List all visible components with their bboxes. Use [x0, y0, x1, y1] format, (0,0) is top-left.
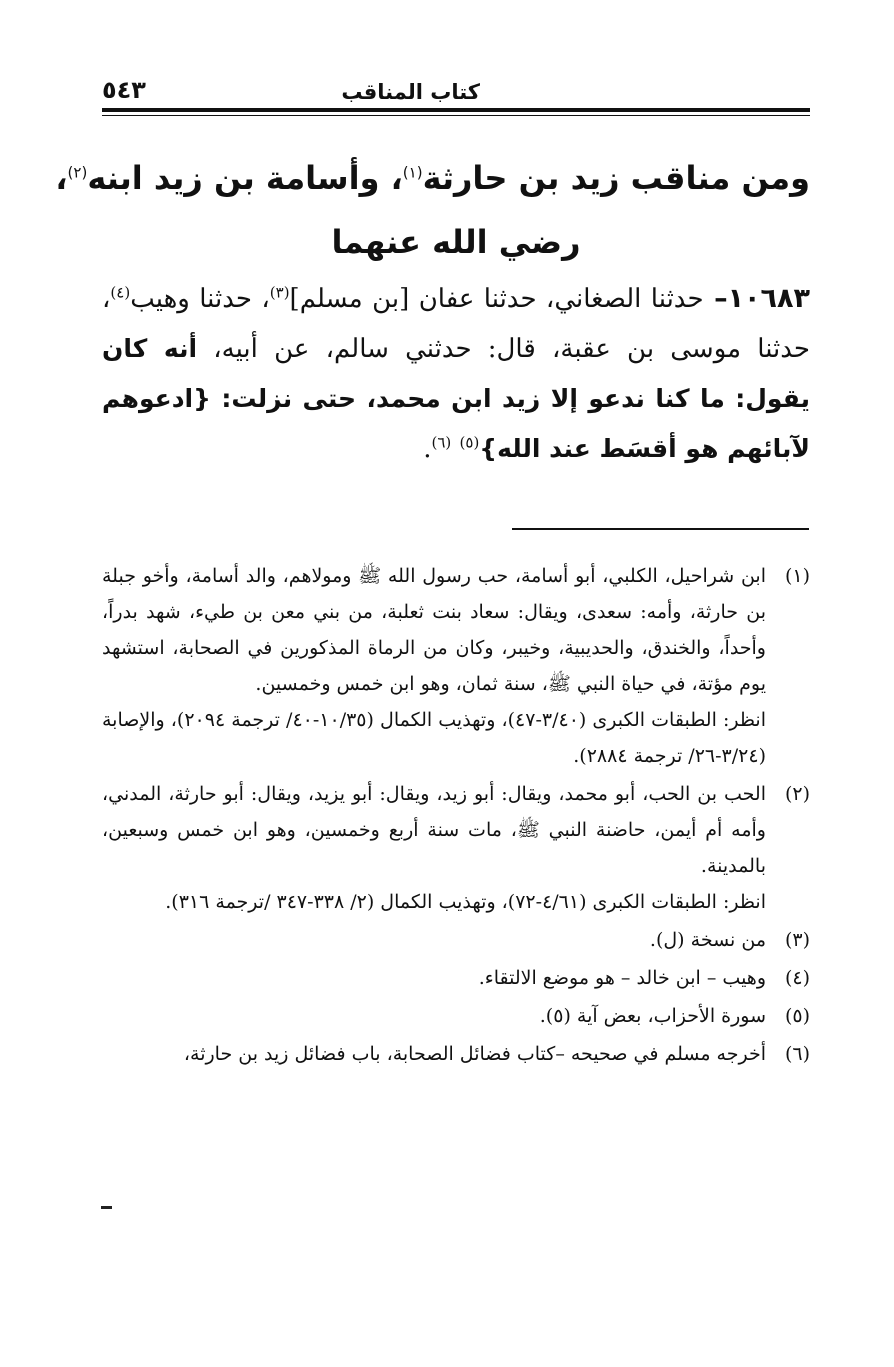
footnote-marker: (٤)	[784, 967, 810, 989]
page-number: ٥٤٣	[102, 76, 146, 104]
footnote-reference: انظر: الطبقات الكبرى (٣/٤٠-٤٧)، وتهذيب الكمال (١٠/٣٥-٤٠/ ترجمة ٢٠٩٤)، والإصابة (٣/٢٤-٢٦/ ترجمة ٢٨٨٤).	[102, 709, 766, 767]
chapter-heading-text-c: ،	[55, 159, 68, 197]
footnote-marker: (٣)	[784, 929, 810, 951]
hadith-number: ١٠٦٨٣	[727, 283, 810, 314]
header-rule-thin	[102, 115, 810, 116]
footnote-text: الحب بن الحب، أبو محمد، ويقال: أبو زيد، ويقال: أبو يزيد، ويقال: أبو حارثة، المدني، وأمه أم أيمن، حاضنة النبي ﷺ، مات سنة أربع وخمسين، وهو ابن خمس وسبعين، بالمدينة.	[102, 783, 766, 877]
footnote-text: من نسخة (ل).	[649, 929, 766, 951]
footnote-separator	[512, 528, 809, 530]
footnote-6	[102, 1036, 810, 1072]
footnote-ref-3: (٣)	[269, 283, 290, 302]
footnote-ref-2: (٢)	[67, 163, 88, 182]
header-title: كتاب المناقب	[341, 80, 480, 104]
footnote-4	[102, 960, 810, 996]
footnote-marker: (٥)	[784, 1005, 810, 1027]
chapter-heading	[55, 146, 810, 274]
hadith-dash: –	[703, 283, 728, 314]
header-rule-thick	[102, 108, 810, 112]
hadith-matn: أنه كان يقول: ما كنا ندعو إلا زيد ابن محمد، حتى نزلت: {ادعوهم لآبائهم هو أقسَط عند الله}	[102, 334, 810, 463]
footnote-marker: (٢)	[784, 783, 810, 805]
footnotes	[102, 558, 810, 1074]
hadith-text	[102, 274, 810, 474]
footnote-ref-5: (٥)	[459, 433, 480, 452]
continuation-mark	[101, 1206, 112, 1209]
footnote-text: أخرجه مسلم في صحيحه –كتاب فضائل الصحابة، باب فضائل زيد بن حارثة،	[183, 1043, 766, 1065]
footnote-text: ابن شراحيل، الكلبي، أبو أسامة، حب رسول الله ﷺ ومولاهم، والد أسامة، وأخو جبلة بن حارثة، وأمه: سعدى، ويقال: سعاد بنت ثعلبة، من بني معن بن طيء، شهد بدراً، وأحداً، والخندق، والحديبية، وخيبر، وكان من الرماة المذكورين في الصحابة، استشهد يوم مؤتة، في حياة النبي ﷺ، سنة ثمان، وهو ابن خمس وخمسين.	[102, 565, 766, 695]
chapter-heading-text-a: ومن مناقب زيد بن حارثة	[422, 159, 810, 197]
footnote-ref-1: (١)	[402, 163, 423, 182]
hadith-end: .	[423, 434, 432, 464]
footnote-reference: انظر: الطبقات الكبرى (٤/٦١-٧٢)، وتهذيب الكمال (٢/ ٣٣٨-٣٤٧ /ترجمة ٣١٦).	[165, 891, 766, 913]
running-header	[102, 72, 810, 112]
footnote-ref-4: (٤)	[110, 283, 131, 302]
footnote-marker: (٦)	[784, 1043, 810, 1065]
hadith-chain-a: حدثنا الصغاني، حدثنا عفان [بن مسلم]	[289, 284, 704, 314]
footnote-ref-6: (٦)	[431, 433, 452, 452]
hadith-chain-c: ، حدثنا موسى بن عقبة، قال: حدثني سالم، عن أبيه،	[102, 284, 810, 364]
footnote-3	[102, 922, 810, 958]
hadith-chain-b: ، حدثنا وهيب	[130, 284, 270, 314]
footnote-text: سورة الأحزاب، بعض آية (٥).	[539, 1005, 766, 1027]
footnote-text: وهيب – ابن خالد – هو موضع الالتقاء.	[478, 967, 766, 989]
footnote-5	[102, 998, 810, 1034]
footnote-2	[102, 776, 810, 920]
footnote-1	[102, 558, 810, 774]
chapter-heading-line-2: رضي الله عنهما	[331, 223, 581, 261]
chapter-heading-line-1	[55, 146, 810, 210]
footnote-marker: (١)	[784, 565, 810, 587]
chapter-heading-text-b: ، وأسامة بن زيد ابنه	[87, 159, 403, 197]
